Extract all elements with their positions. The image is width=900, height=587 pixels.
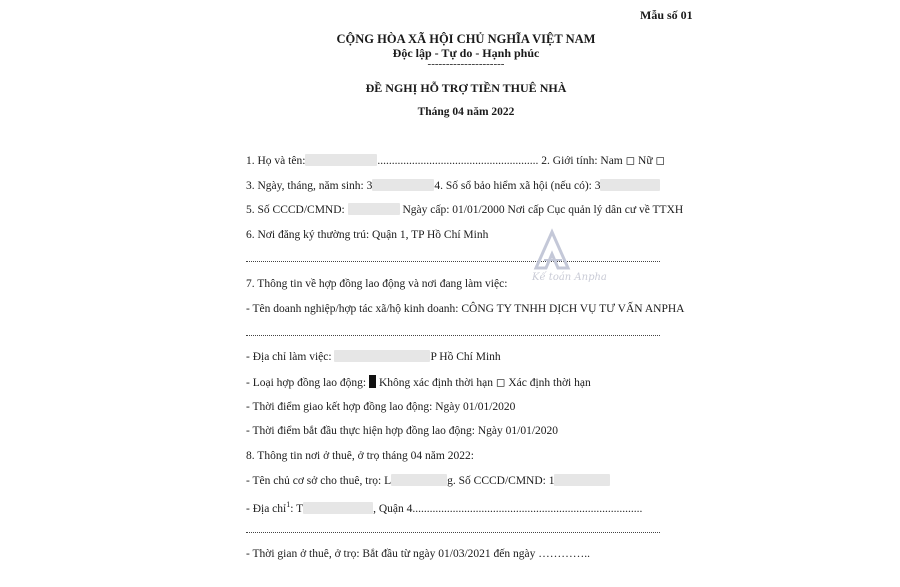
dob-label: 3. Ngày, tháng, năm sinh: 3 [246, 180, 373, 192]
redacted-rental-address [303, 502, 373, 514]
footnote-marker: 1 [286, 500, 291, 509]
field-rental-address [246, 498, 642, 516]
form-number: Mẫu số 01 [640, 8, 693, 22]
name-dots-gender: ........................................................ 2. Giới tính: Nam ◻ Nữ ◻ [377, 155, 666, 167]
work-address-label: - Địa chỉ làm việc: [246, 351, 332, 363]
name-label: 1. Họ và tên: [246, 155, 306, 167]
heading-divider: --------------------- [427, 58, 505, 70]
field-contract-type [246, 375, 591, 390]
redacted-insurance [600, 179, 660, 191]
section-8-heading: 8. Thông tin nơi ở thuê, ở trọ tháng 04 năm 2022: [246, 450, 474, 462]
redacted-dob [372, 179, 434, 191]
motto-heading: Độc lập - Tự do - Hạnh phúc [392, 46, 540, 60]
dotted-line [246, 532, 660, 533]
redacted-landlord-id [554, 474, 610, 486]
redacted-work-address [334, 350, 430, 362]
field-contract-date: - Thời điểm giao kết hợp đồng lao động: Ngày 01/01/2020 [246, 401, 516, 413]
contract-type-label: - Loại hợp đồng lao động: [246, 377, 367, 389]
id-card-issue: Ngày cấp: 01/01/2000 Nơi cấp Cục quản lý dân cư về TTXH [402, 204, 684, 216]
field-company-name: - Tên doanh nghiệp/hợp tác xã/hộ kinh doanh: CÔNG TY TNHH DỊCH VỤ TƯ VẤN ANPHA [246, 303, 685, 315]
field-contract-start: - Thời điểm bắt đầu thực hiện hợp đồng lao động: Ngày 01/01/2020 [246, 425, 559, 437]
checked-checkbox-icon [369, 375, 376, 388]
field-landlord [246, 474, 610, 488]
republic-heading: CỘNG HÒA XÃ HỘI CHỦ NGHĨA VIỆT NAM [336, 32, 596, 46]
document-title: ĐỀ NGHỊ HỖ TRỢ TIỀN THUÊ NHÀ [365, 81, 567, 95]
field-residence: 6. Nơi đăng ký thường trú: Quận 1, TP Hồ Chí Minh [246, 229, 489, 241]
redacted-name [305, 154, 377, 166]
watermark-text: Kế toán Anpha [532, 272, 607, 283]
section-7-heading: 7. Thông tin về hợp đồng lao động và nơi đang làm việc: [246, 278, 508, 290]
landlord-label: - Tên chủ cơ sở cho thuê, trọ: L [246, 475, 392, 487]
work-address-city: P Hồ Chí Minh [430, 351, 501, 363]
field-id-card [246, 203, 683, 217]
rental-address-label: - Địa chỉ [246, 502, 287, 515]
redacted-id-card [348, 203, 400, 215]
rental-address-district: , Quận 4................................................................................ [373, 502, 643, 515]
contract-type-options: Không xác định thời hạn ◻ Xác định thời hạn [378, 377, 591, 389]
redacted-landlord [391, 474, 447, 486]
dotted-line [246, 335, 660, 336]
field-name-gender [246, 154, 665, 168]
landlord-id-label: g. Số CCCD/CMND: 1 [447, 475, 555, 487]
field-work-address [246, 350, 501, 364]
insurance-label: 4. Số sổ bảo hiểm xã hội (nếu có): 3 [434, 180, 601, 192]
id-card-label: 5. Số CCCD/CMND: [246, 204, 345, 216]
field-rental-period: - Thời gian ở thuê, ở trọ: Bắt đầu từ ngày 01/03/2021 đến ngày ………….. [246, 548, 590, 560]
rental-address-prefix: : T [290, 502, 304, 515]
document-month: Tháng 04 năm 2022 [417, 106, 515, 118]
field-dob-insurance [246, 179, 660, 193]
